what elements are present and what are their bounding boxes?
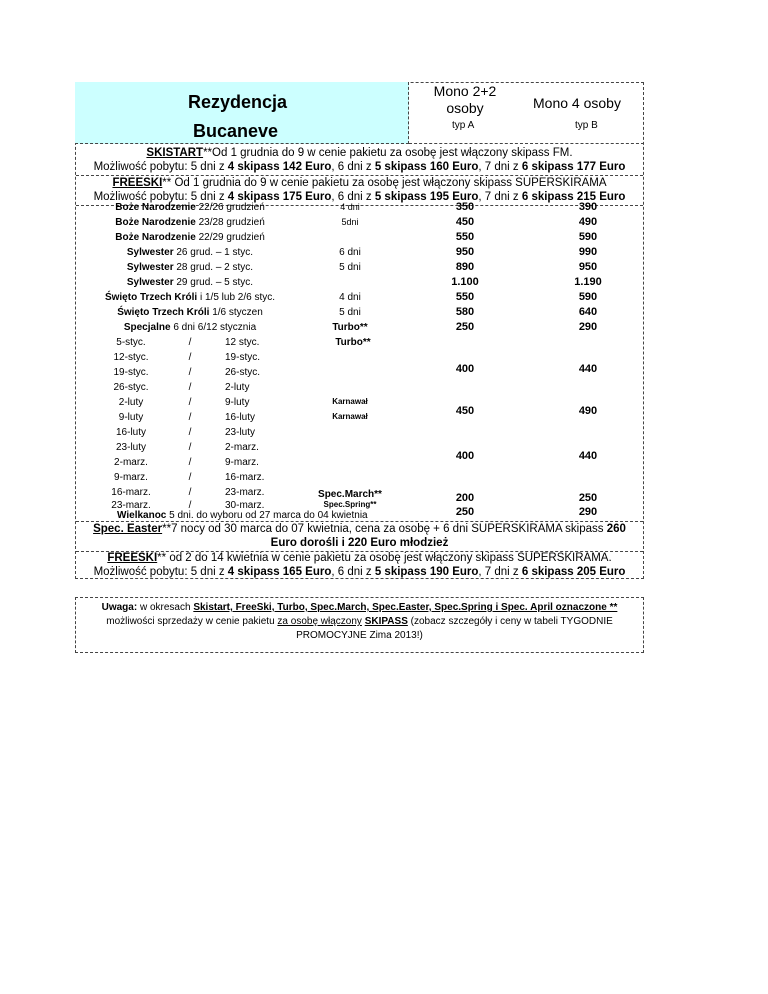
holiday-label: Sylwester 28 grud. – 2 styc. xyxy=(126,262,254,273)
holiday-label: Święto Trzech Króli i 1/5 lub 2/6 styc. xyxy=(104,292,276,303)
week-to: 16-luty xyxy=(225,412,256,423)
easter-row: Wielkanoc 5 dni. do wyboru od 27 marca do 04 kwietnia xyxy=(117,510,368,521)
week-from: 19-styc. xyxy=(113,367,149,378)
price-type-b: 490 xyxy=(578,405,598,417)
price-type-b: 290 xyxy=(578,506,598,518)
holiday-label: Święto Trzech Króli 1/6 styczen xyxy=(117,307,263,318)
freeski2-line1: FREESKI** od 2 do 14 kwietnia w cenie pakietu za osobę jest włączony skipass SUPERSKIRAMA. xyxy=(107,552,612,564)
price-type-a: 350 xyxy=(455,201,475,213)
week-separator: / xyxy=(188,367,192,378)
week-to: 30-marz. xyxy=(225,500,265,511)
price-type-a: 580 xyxy=(455,306,475,318)
col-b-header: Mono 4 osoby xyxy=(533,95,621,111)
week-separator: / xyxy=(188,442,192,453)
week-tag: Turbo** xyxy=(335,337,371,348)
freeski1-line2: Możliwość pobytu: 5 dni z 4 skipass 175 Euro, 6 dni z 5 skipass 195 Euro, 7 dni z 6 skipass 215 Euro xyxy=(93,191,626,203)
holiday-days: 6 dni xyxy=(339,247,361,258)
holiday-days: 5dni xyxy=(341,217,359,227)
note-line2: możliwości sprzedaży w cenie pakietu za osobę włączony SKIPASS (zobacz szczegóły i ceny w tabeli TYGODNIE xyxy=(106,616,613,627)
col-a-header: Mono 2+2 osoby xyxy=(433,83,497,116)
price-type-b: 440 xyxy=(578,450,598,462)
price-type-a: 890 xyxy=(455,261,475,273)
price-type-b: 390 xyxy=(578,201,598,213)
week-from: 23-luty xyxy=(115,442,146,453)
price-type-b: 290 xyxy=(578,321,598,333)
col-a-sub: typ A xyxy=(452,120,475,131)
week-separator: / xyxy=(188,382,192,393)
price-type-b: 440 xyxy=(578,363,598,375)
price-type-b: 990 xyxy=(578,246,598,258)
price-type-a: 250 xyxy=(455,321,475,333)
holiday-label: Sylwester 29 grud. – 5 styc. xyxy=(126,277,254,288)
spec-easter-line1: Spec. Easter**7 nocy od 30 marca do 07 kwietnia, cena za osobę + 6 dni SUPERSKIRAMA skipass 260 xyxy=(93,523,626,535)
price-type-a: 550 xyxy=(455,291,475,303)
title-line1: Rezydencja xyxy=(188,92,288,112)
holiday-label: Sylwester 26 grud. – 1 styc. xyxy=(126,247,254,258)
price-type-b: 640 xyxy=(578,306,598,318)
week-from: 16-marz. xyxy=(111,487,151,498)
holiday-days: Turbo** xyxy=(332,322,368,333)
week-separator: / xyxy=(188,487,192,498)
week-separator: / xyxy=(188,352,192,363)
week-to: 12 styc. xyxy=(225,337,260,348)
price-type-b: 1.190 xyxy=(574,276,602,288)
week-to: 19-styc. xyxy=(225,352,261,363)
week-separator: / xyxy=(188,500,192,511)
price-type-b: 590 xyxy=(578,291,598,303)
holiday-days: 5 dni xyxy=(339,262,361,273)
freeski1-line1: FREESKI** Od 1 grudnia do 9 w cenie pakietu za osobę jest włączony skipass SUPERSKIRAMA xyxy=(112,177,607,189)
week-to: 26-styc. xyxy=(225,367,261,378)
week-from: 16-luty xyxy=(115,427,146,438)
price-type-a: 400 xyxy=(455,363,475,375)
week-to: 9-marz. xyxy=(225,457,259,468)
week-separator: / xyxy=(188,397,192,408)
price-type-b: 590 xyxy=(578,231,598,243)
week-from: 2-luty xyxy=(118,397,144,408)
week-tag: Karnawał xyxy=(332,412,368,421)
price-type-a: 950 xyxy=(455,246,475,258)
price-type-a: 450 xyxy=(455,216,475,228)
week-separator: / xyxy=(188,472,192,483)
price-type-a: 1.100 xyxy=(451,276,479,288)
holiday-days: 4 dni xyxy=(340,202,360,212)
week-tag: Spec.March** xyxy=(318,489,382,500)
week-from: 26-styc. xyxy=(113,382,149,393)
holiday-label: Boże Narodzenie 22/26 grudzień xyxy=(115,202,265,213)
price-type-a: 450 xyxy=(455,405,475,417)
skistart-line1: SKISTART**Od 1 grudnia do 9 w cenie pakietu za osobę jest włączony skipass FM. xyxy=(146,147,573,159)
week-to: 16-marz. xyxy=(225,472,265,483)
note-box xyxy=(75,597,644,653)
price-type-a: 550 xyxy=(455,231,475,243)
price-type-a: 200 xyxy=(455,492,475,504)
col-b-sub: typ B xyxy=(575,120,598,131)
price-type-b: 490 xyxy=(578,216,598,228)
price-type-a: 250 xyxy=(455,506,475,518)
week-tag: Karnawał xyxy=(332,397,368,406)
week-from: 9-marz. xyxy=(114,472,148,483)
week-from: 5-styc. xyxy=(116,337,146,348)
holiday-label: Boże Narodzenie 22/29 grudzień xyxy=(115,232,265,243)
note-line3: PROMOCYJNE Zima 2013!) xyxy=(296,630,423,641)
skistart-line2: Możliwość pobytu: 5 dni z 4 skipass 142 Euro, 6 dni z 5 skipass 160 Euro, 7 dni z 6 skipass 177 Euro xyxy=(93,161,626,173)
week-to: 2-marz. xyxy=(225,442,259,453)
week-separator: / xyxy=(188,337,192,348)
week-separator: / xyxy=(188,457,192,468)
price-type-a: 400 xyxy=(455,450,475,462)
week-to: 9-luty xyxy=(225,397,250,408)
holiday-days: 4 dni xyxy=(339,292,361,303)
price-type-b: 250 xyxy=(578,492,598,504)
week-separator: / xyxy=(188,427,192,438)
week-from: 23-marz. xyxy=(111,500,151,511)
week-from: 2-marz. xyxy=(114,457,148,468)
note-line1: Uwaga: w okresach Skistart, FreeSki, Turbo, Spec.March, Spec.Easter, Spec.Spring i Spec. April oznaczone ** xyxy=(101,602,618,613)
price-type-b: 950 xyxy=(578,261,598,273)
week-from: 12-styc. xyxy=(113,352,149,363)
holiday-label: Specjalne 6 dni 6/12 stycznia xyxy=(123,322,257,333)
week-to: 23-marz. xyxy=(225,487,265,498)
holiday-days: 5 dni xyxy=(339,307,361,318)
week-to: 2-luty xyxy=(225,382,250,393)
holiday-label: Boże Narodzenie 23/28 grudzień xyxy=(115,217,265,228)
week-to: 23-luty xyxy=(225,427,256,438)
week-from: 9-luty xyxy=(118,412,144,423)
week-separator: / xyxy=(188,412,192,423)
week-tag: Spec.Spring** xyxy=(323,500,377,509)
spec-easter-line2: Euro dorośli i 220 Euro młodzież xyxy=(270,537,449,549)
title-line2: Bucaneve xyxy=(193,121,279,141)
freeski2-line2: Możliwość pobytu: 5 dni z 4 skipass 165 Euro, 6 dni z 5 skipass 190 Euro, 7 dni z 6 skipass 205 Euro xyxy=(93,566,626,578)
